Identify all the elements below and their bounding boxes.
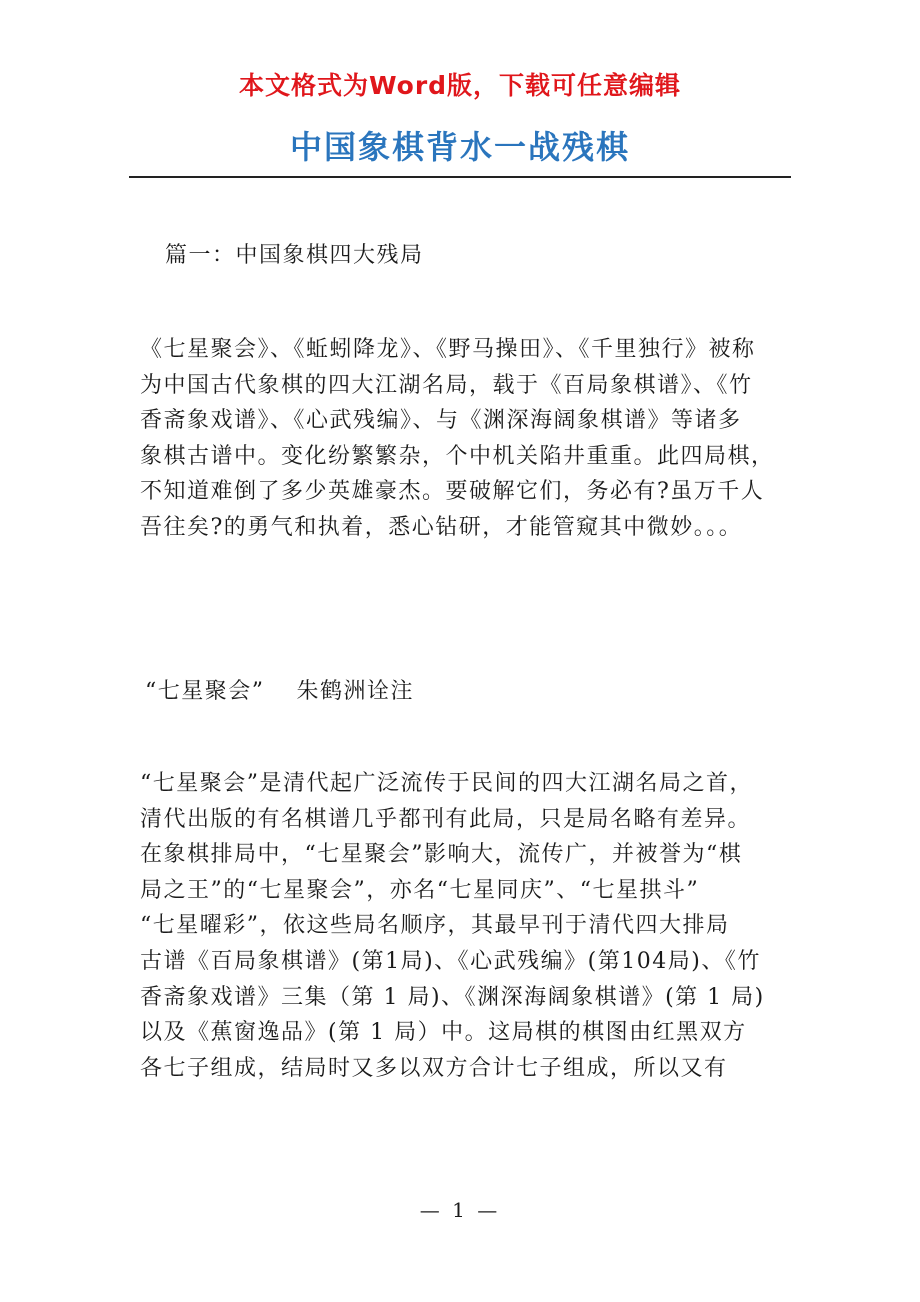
- paragraph-line: 香斋象戏谱》三集（第 1 局)、《渊深海阔象棋谱》(第 1 局): [140, 984, 765, 1010]
- paragraph-line: 各七子组成，结局时又多以双方合计七子组成，所以又有: [140, 1055, 728, 1081]
- paragraph-line: 吾往矣?的勇气和执着，悉心钻研，才能管窥其中微妙。。。: [140, 514, 743, 540]
- paragraph-line: 为中国古代象棋的四大江湖名局，载于《百局象棋谱》、《竹: [140, 372, 753, 398]
- paragraph-line: “七星曜彩”，依这些局名顺序，其最早刊于清代四大排局: [140, 913, 730, 939]
- paragraph-line: 局之王”的“七星聚会”，亦名“七星同庆”、“七星拱斗”: [140, 877, 700, 903]
- paragraph-line: “七星聚会”是清代起广泛流传于民间的四大江湖名局之首，: [140, 771, 753, 796]
- paragraph-line: 不知道难倒了多少英雄豪杰。要破解它们，务必有?虽万千人: [140, 479, 765, 505]
- page-number: — 1 —: [419, 1198, 501, 1222]
- paragraph-intro: [140, 332, 800, 546]
- title-divider: [129, 176, 791, 178]
- qixing-subheading: “七星聚会” 朱鹤洲诠注: [145, 679, 414, 704]
- paragraph-line: 象棋古谱中。变化纷繁繁杂，个中机关陷井重重。此四局棋，: [140, 443, 775, 469]
- paragraph-line: 以及《蕉窗逸品》(第 1 局）中。这局棋的棋图由红黑双方: [140, 1020, 747, 1046]
- paragraph-line: 香斋象戏谱》、《心武残编》、与《渊深海阔象棋谱》等诸多: [140, 408, 742, 434]
- word-format-banner: 本文格式为Word版，下载可任意编辑: [238, 71, 682, 100]
- paragraph-line: 古谱《百局象棋谱》(第1局)、《心武残编》(第104局)、《竹: [140, 948, 761, 974]
- paragraph-line: 《七星聚会》、《蚯蚓降龙》、《野马操田》、《千里独行》被称: [140, 337, 756, 362]
- paragraph-line: 清代出版的有名棋谱几乎都刊有此局，只是局名略有差异。: [140, 806, 752, 832]
- paragraph-qixing: [140, 766, 800, 1086]
- section-heading: 篇一：中国象棋四大残局: [165, 243, 424, 268]
- paragraph-line: 在象棋排局中，“七星聚会”影响大，流传广，并被誉为“棋: [140, 842, 743, 868]
- document-title: 中国象棋背水一战残棋: [289, 128, 630, 166]
